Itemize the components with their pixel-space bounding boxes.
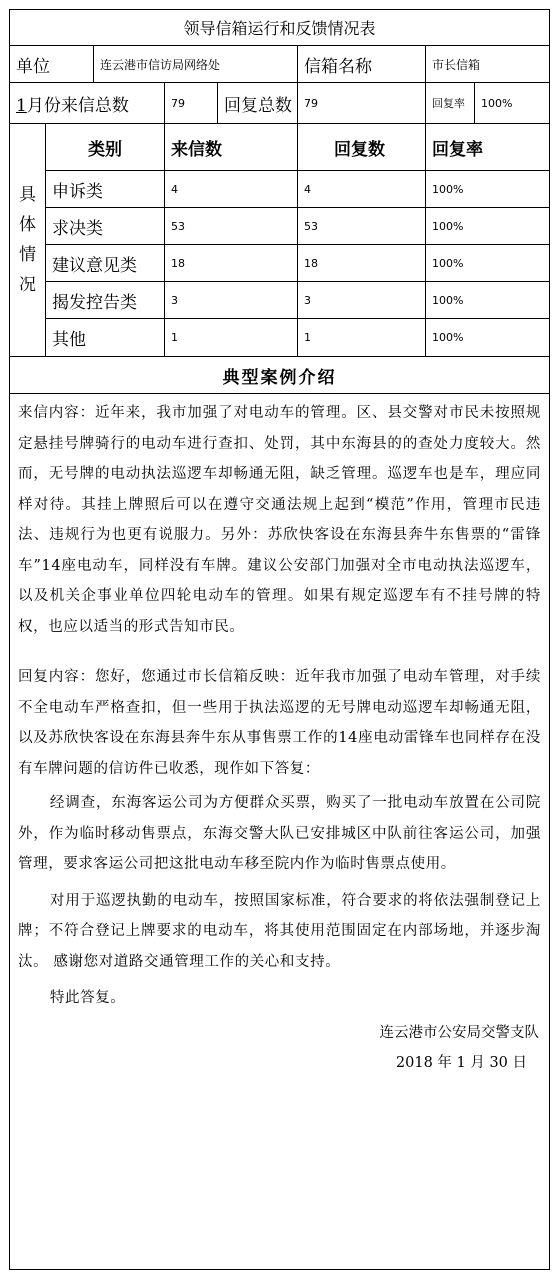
reply-rate-label: 回复率 bbox=[426, 83, 475, 124]
reply-total-count: 79 bbox=[298, 83, 426, 124]
signature: 连云港市公安局交警支队 bbox=[379, 1024, 540, 1041]
month-label-text: 月份来信总数 bbox=[26, 95, 129, 116]
reply-paragraph-1: 经调查，东海客运公司为方便群众买票，购买了一批电动车放置在公司院外，作为临时移动售票点，东海交警大队已安排城区中队前往客运公司，加强管理，要求客运公司把这批电动车移至院内作为临时售票点使用。 bbox=[18, 795, 542, 872]
table-row: 建议意见类 18 18 100% bbox=[10, 245, 550, 282]
unit-label: 单位 bbox=[10, 46, 94, 83]
header-rate: 回复率 bbox=[426, 124, 550, 171]
table-row: 申诉类 4 4 100% bbox=[10, 171, 550, 208]
reply-paragraph-3: 特此答复。 bbox=[49, 990, 126, 1006]
table-title: 领导信箱运行和反馈情况表 bbox=[10, 10, 550, 46]
reply-paragraph-2: 对用于巡逻执勤的电动车，按照国家标准，符合要求的将依法强制登记上牌；不符合登记上牌要求的电动车，将其使用范围固定在内部场地，并逐步淘汰。 感谢您对道路交通管理工作的关心和支持。 bbox=[18, 892, 542, 970]
mailbox-label: 信箱名称 bbox=[298, 46, 426, 83]
table-row: 求决类 53 53 100% bbox=[10, 208, 550, 245]
month-letters-count: 79 bbox=[165, 83, 218, 124]
table-row: 其他 1 1 100% bbox=[10, 319, 550, 357]
month-number: 1 bbox=[16, 95, 27, 116]
header-category: 类别 bbox=[46, 124, 165, 171]
reply-intro: 回复内容：您好，您通过市长信箱反映：近年我市加强了电动车管理，对手续不全电动车严格查扣，但一些用于执法巡逻的无号牌电动巡逻车却畅通无阻，以及苏欣快客设在东海县奔牛东从事售票工作的14座电动雷锋车也同样存在没有车牌问题的信访件已收悉，现作如下答复： bbox=[18, 669, 542, 777]
details-side-label: 具 体 情 况 bbox=[10, 124, 46, 357]
case-content bbox=[10, 394, 550, 1270]
reply-total-label: 回复总数 bbox=[218, 83, 298, 124]
unit-value: 连云港市信访局网络处 bbox=[94, 46, 298, 83]
reply-rate-value: 100% bbox=[475, 83, 550, 124]
header-letters: 来信数 bbox=[165, 124, 298, 171]
month-letters-label bbox=[10, 83, 165, 124]
case-section-title: 典型案例介绍 bbox=[10, 357, 550, 394]
header-replies: 回复数 bbox=[298, 124, 426, 171]
table-row: 揭发控告类 3 3 100% bbox=[10, 282, 550, 319]
reply-date: 2018 年 1 月 30 日 bbox=[395, 1055, 528, 1071]
mailbox-value: 市长信箱 bbox=[426, 46, 550, 83]
letter-content: 来信内容：近年来，我市加强了对电动车的管理。区、县交警对市民未按照规定悬挂号牌骑行的电动车进行查扣、处罚，其中东海县的的查处力度较大。然而，无号牌的电动执法巡逻车却畅通无阻，缺乏管理。巡逻车也是车，理应同样对待。其挂上牌照后可以在遵守交通法规上起到“模范”作用，管理市民违法、违规行为也更有说服力。另外：苏欣快客设在东海县奔牛东售票的“雷锋车”14座电动车，同样没有车牌。建议公安部门加强对全市电动执法巡逻车，以及机关企事业单位四轮电动车的管理。如果有规定巡逻车有不挂号牌的特权，也应以适当的形式告知市民。 bbox=[18, 405, 542, 635]
feedback-table bbox=[9, 9, 550, 1270]
